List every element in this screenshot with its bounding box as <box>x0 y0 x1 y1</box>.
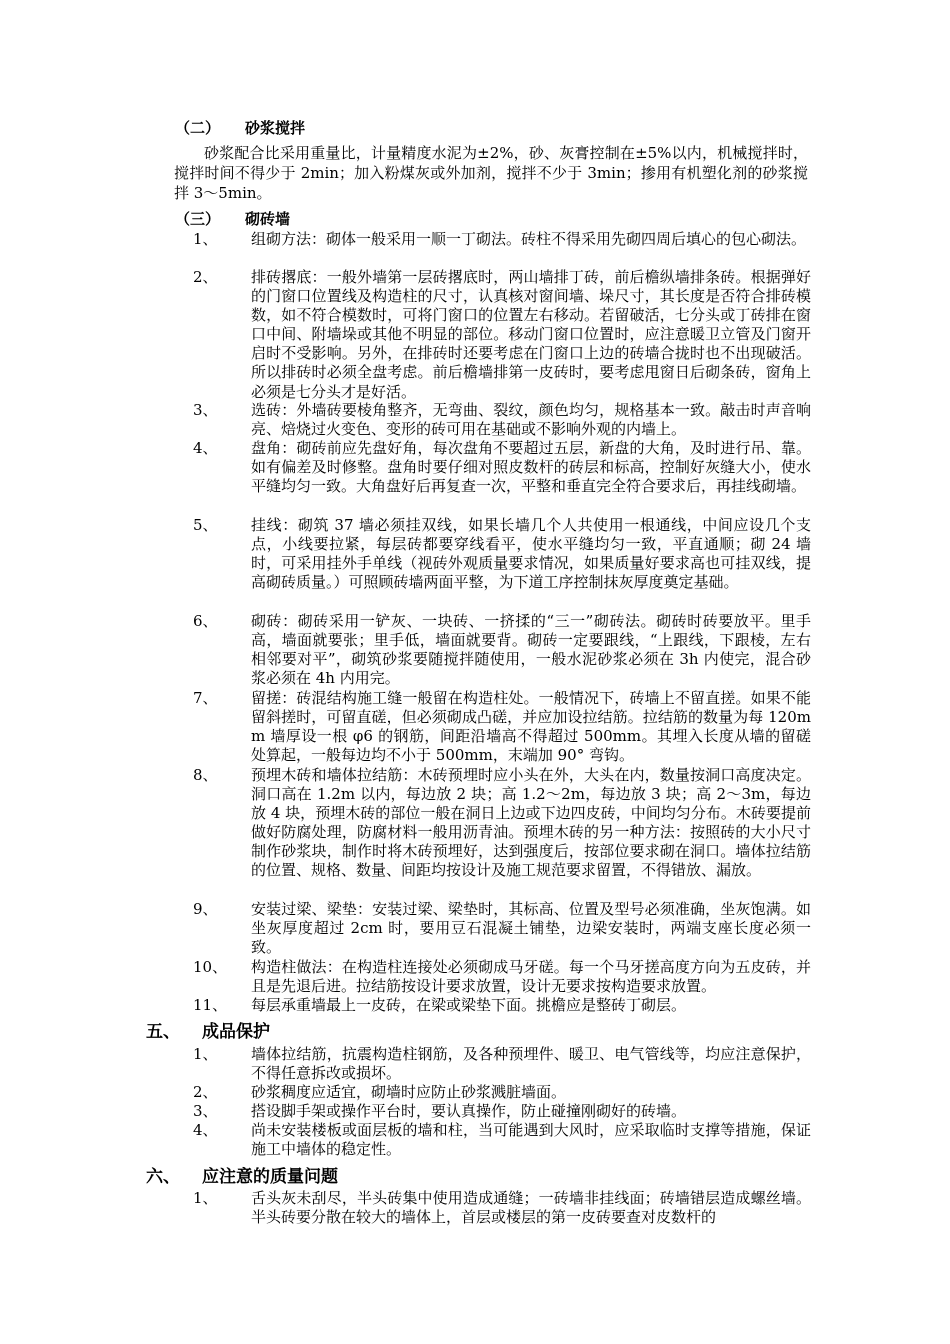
item-number: 4、 <box>193 439 218 457</box>
item-number: 6、 <box>193 612 218 630</box>
item-number: 8、 <box>193 766 218 784</box>
item-number: 1、 <box>193 230 218 248</box>
item-number: 2、 <box>193 268 218 286</box>
item-text: 选砖：外墙砖要棱角整齐，无弯曲、裂纹，颜色均匀，规格基本一致。敲击时声音响亮、焙烧过火变色、变形的砖可用在基础或不影响外观的内墙上。 <box>251 401 811 439</box>
mortar-paragraph: 砂浆配合比采用重量比，计量精度水泥为±2%，砂、灰膏控制在±5%以内，机械搅拌时，搅拌时间不得少于 2min；加入粉煤灰或外加剂，搅拌不少于 3min；掺用有机塑化剂的砂浆搅拌 3～5min。 <box>174 144 808 202</box>
item-text: 舌头灰未刮尽，半头砖集中使用造成通缝；一砖墙非挂线面；砖墙错层造成螺丝墙。半头砖要分散在较大的墙体上，首层或楼层的第一皮砖要查对皮数杆的 <box>251 1189 811 1227</box>
item-number: 10、 <box>193 958 228 976</box>
masonry-number: （三） <box>175 210 221 228</box>
item-number: 3、 <box>193 1102 218 1120</box>
masonry-title: 砌砖墙 <box>245 210 291 228</box>
item-number: 3、 <box>193 401 218 419</box>
item-text: 盘角：砌砖前应先盘好角，每次盘角不要超过五层，新盘的大角，及时进行吊、靠。如有偏差及时修整。盘角时要仔细对照皮数杆的砖层和标高，控制好灰缝大小，使水平缝均匀一致。大角盘好后再复查一次，平整和垂直完全符合要求后，再挂线砌墙。 <box>251 439 811 496</box>
item-number: 7、 <box>193 689 218 707</box>
quality-number: 六、 <box>146 1167 180 1187</box>
item-text: 砂浆稠度应适宜，砌墙时应防止砂浆溅脏墙面。 <box>251 1083 567 1101</box>
item-text: 墙体拉结筋，抗震构造柱钢筋，及各种预埋件、暖卫、电气管线等，均应注意保护，不得任意拆改或损坏。 <box>251 1045 811 1083</box>
item-number: 11、 <box>193 996 228 1014</box>
item-number: 5、 <box>193 516 218 534</box>
item-text: 构造柱做法：在构造柱连接处必须砌成马牙磋。每一个马牙搓高度方向为五皮砖，并且是先退后进。拉结筋按设计要求放置，设计无要求按构造要求放置。 <box>251 958 811 996</box>
item-text: 挂线：砌筑 37 墙必须挂双线，如果长墙几个人共使用一根通线，中间应设几个支点，小线要拉紧，每层砖都要穿线看平，使水平缝均匀一致，平直通顺；砌 24 墙时，可采用挂外手单线（视砖外观质量要求情况，如果质量好要求高也可挂双线，提高砌砖质量。）可照顾砖墙两面平整，为下道工序控制抹灰厚度奠定基础。 <box>251 516 811 592</box>
item-number: 9、 <box>193 900 218 918</box>
protection-number: 五、 <box>146 1022 180 1042</box>
protection-title: 成品保护 <box>202 1022 270 1042</box>
item-number: 1、 <box>193 1189 218 1207</box>
quality-title: 应注意的质量问题 <box>202 1167 338 1187</box>
item-text: 安装过梁、梁垫：安装过梁、梁垫时，其标高、位置及型号必须准确，坐灰饱满。如坐灰厚度超过 2cm 时，要用豆石混凝土铺垫，边梁安装时，两端支座长度必须一致。 <box>251 900 811 957</box>
item-text: 留搓：砖混结构施工缝一般留在构造柱处。一般情况下，砖墙上不留直搓。如果不能留斜搓时，可留直磋，但必须砌成凸磋，并应加设拉结筋。拉结筋的数量为每 120mm 墙厚设一根 φ6 的钢筋，间距沿墙高不得超过 500mm。其埋入长度从墙的留磋处算起，一般每边均不小于 500mm，末端加 90° 弯钩。 <box>251 689 811 765</box>
item-text: 尚未安装楼板或面层板的墙和柱，当可能遇到大风时，应采取临时支撑等措施，保证施工中墙体的稳定性。 <box>251 1121 811 1159</box>
item-number: 2、 <box>193 1083 218 1101</box>
item-number: 1、 <box>193 1045 218 1063</box>
mortar-number: （二） <box>175 119 221 137</box>
item-text: 搭设脚手架或操作平台时，要认真操作，防止碰撞刚砌好的砖墙。 <box>251 1102 687 1120</box>
mortar-title: 砂浆搅拌 <box>245 119 306 137</box>
item-text: 预埋木砖和墙体拉结筋：木砖预埋时应小头在外，大头在内，数量按洞口高度决定。洞口高在 1.2m 以内，每边放 2 块；高 1.2～2m，每边放 3 块；高 2～3m，每边放 4 块，预埋木砖的部位一般在洞日上边或下边四皮砖，中间均匀分布。木砖要提前做好防腐处理，防腐材料一般用沥青油。预埋木砖的另一种方法：按照砖的大小尺寸制作砂浆块，制作时将木砖预埋好，达到强度后，按部位要求砌在洞口。墙体拉结筋的位置、规格、数量、间距均按设计及施工规范要求留置，不得错放、漏放。 <box>251 766 811 880</box>
item-text: 每层承重墙最上一皮砖，在梁或梁垫下面。挑檐应是整砖丁砌层。 <box>251 996 687 1014</box>
item-text: 排砖撂底：一般外墙第一层砖撂底时，两山墙排丁砖，前后檐纵墙排条砖。根据弹好的门窗口位置线及构造柱的尺寸，认真核对窗间墙、垛尺寸，其长度是否符合排砖模数，如不符合模数时，可将门窗口的位置左右移动。若留破活，七分头或丁砖排在窗口中间、附墙垛或其他不明显的部位。移动门窗口位置时，应注意暖卫立管及门窗开启时不受影响。另外，在排砖时还要考虑在门窗口上边的砖墙合拢时也不出现破活。所以排砖时必须全盘考虑。前后檐墙排第一皮砖时，要考虑甩窗日后砌条砖，窗角上必须是七分头才是好活。 <box>251 268 811 401</box>
item-number: 4、 <box>193 1121 218 1139</box>
item-text: 砌砖：砌砖采用一铲灰、一块砖、一挤揉的“三一”砌砖法。砌砖时砖要放平。里手高，墙面就要张；里手低，墙面就要背。砌砖一定要跟线，“上跟线，下跟棱，左右相邻要对平”，砌筑砂浆要随搅拌随使用，一般水泥砂浆必须在 3h 内使完，混合砂浆必须在 4h 内用完。 <box>251 612 811 688</box>
item-text: 组砌方法：砌体一般采用一顺一丁砌法。砖柱不得采用先砌四周后填心的包心砌法。 <box>251 230 807 248</box>
